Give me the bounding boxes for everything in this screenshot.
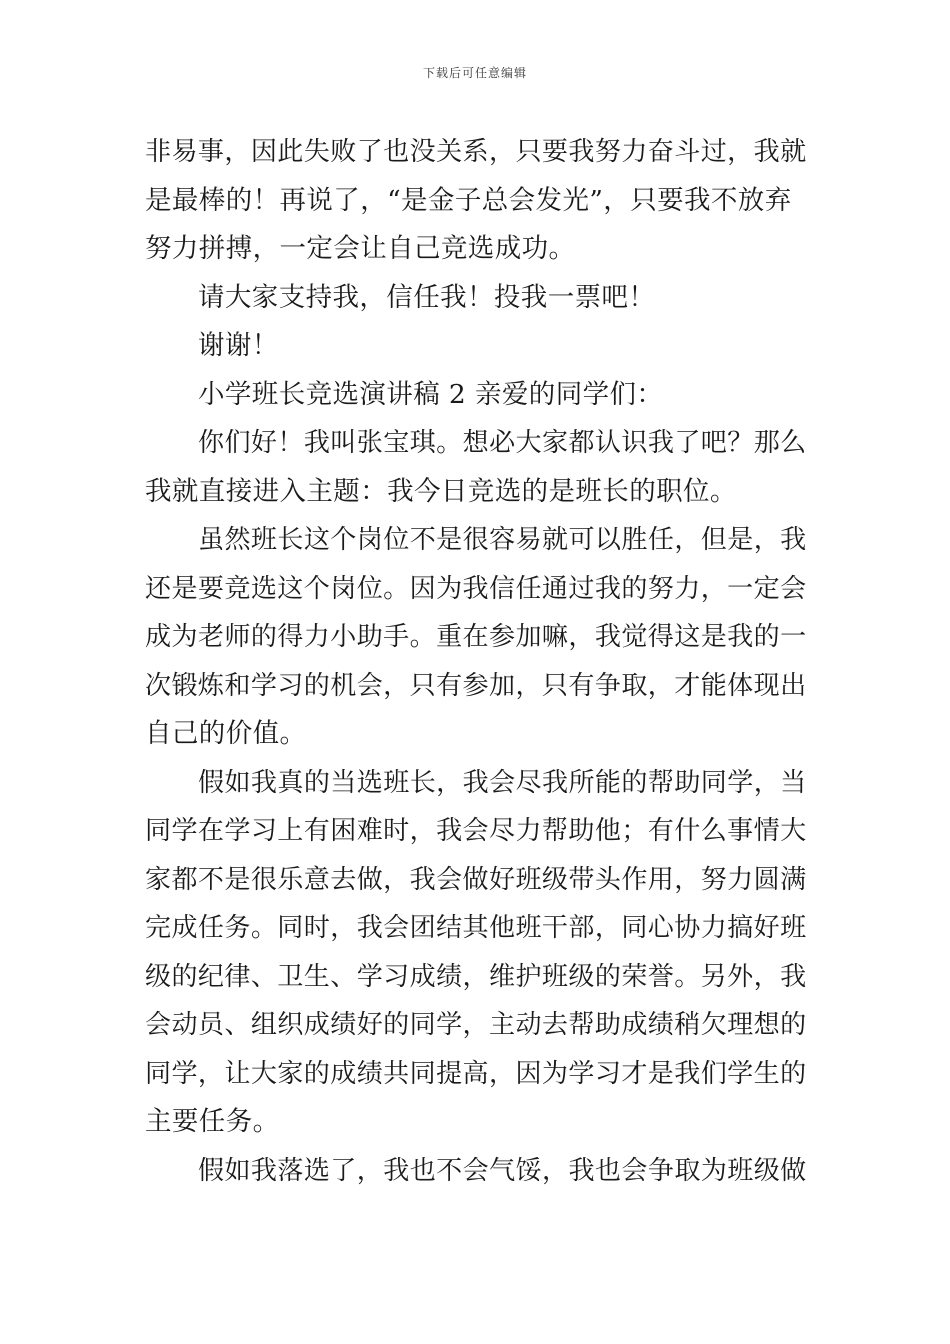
text-line: 努力拼搏，一定会让自己竞选成功。 xyxy=(145,233,576,264)
text-line: 小学班长竞选演讲稿 2 亲爱的同学们： xyxy=(198,378,664,410)
text-line: 非易事，因此失败了也没关系，只要我努力奋斗过，我就 xyxy=(145,137,807,167)
text-line: 家都不是很乐意去做，我会做好班级带头作用，努力圆满 xyxy=(145,864,807,895)
text-line: 级的纪律、卫生、学习成绩，维护班级的荣誉。另外，我 xyxy=(145,961,807,992)
document-body xyxy=(145,128,807,1195)
text-line: 你们好！我叫张宝琪。想必大家都认识我了吧？那么 xyxy=(198,428,807,458)
text-line: 假如我落选了，我也不会气馁，我也会争取为班级做 xyxy=(198,1155,807,1186)
text-line: 同学在学习上有困难时，我会尽力帮助他；有什么事情大 xyxy=(145,816,807,846)
text-line: 我就直接进入主题：我今日竞选的是班长的职位。 xyxy=(145,475,737,507)
text-line: 是最棒的！再说了，“是金子总会发光”，只要我不放弃 xyxy=(145,184,792,216)
text-line: 成为老师的得力小助手。重在参加嘛，我觉得这是我的一 xyxy=(145,622,807,652)
text-line: 虽然班长这个岗位不是很容易就可以胜任，但是，我 xyxy=(198,525,807,555)
text-line: 主要任务。 xyxy=(145,1106,280,1137)
text-line: 假如我真的当选班长，我会尽我所能的帮助同学，当 xyxy=(198,767,807,798)
text-line: 会动员、组织成绩好的同学，主动去帮助成绩稍欠理想的 xyxy=(145,1010,807,1040)
text-line: 还是要竞选这个岗位。因为我信任通过我的努力，一定会 xyxy=(145,573,807,604)
page-header-note: 下载后可任意编辑 xyxy=(422,66,527,80)
text-line: 完成任务。同时，我会团结其他班干部，同心协力搞好班 xyxy=(145,913,807,943)
text-line: 次锻炼和学习的机会，只有参加，只有争取，才能体现出 xyxy=(145,670,807,701)
text-line: 谢谢！ xyxy=(198,330,279,361)
text-line: 自己的价值。 xyxy=(145,718,307,749)
text-line: 同学，让大家的成绩共同提高，因为学习才是我们学生的 xyxy=(145,1058,807,1089)
text-line: 请大家支持我，信任我！投我一票吧！ xyxy=(198,281,656,313)
